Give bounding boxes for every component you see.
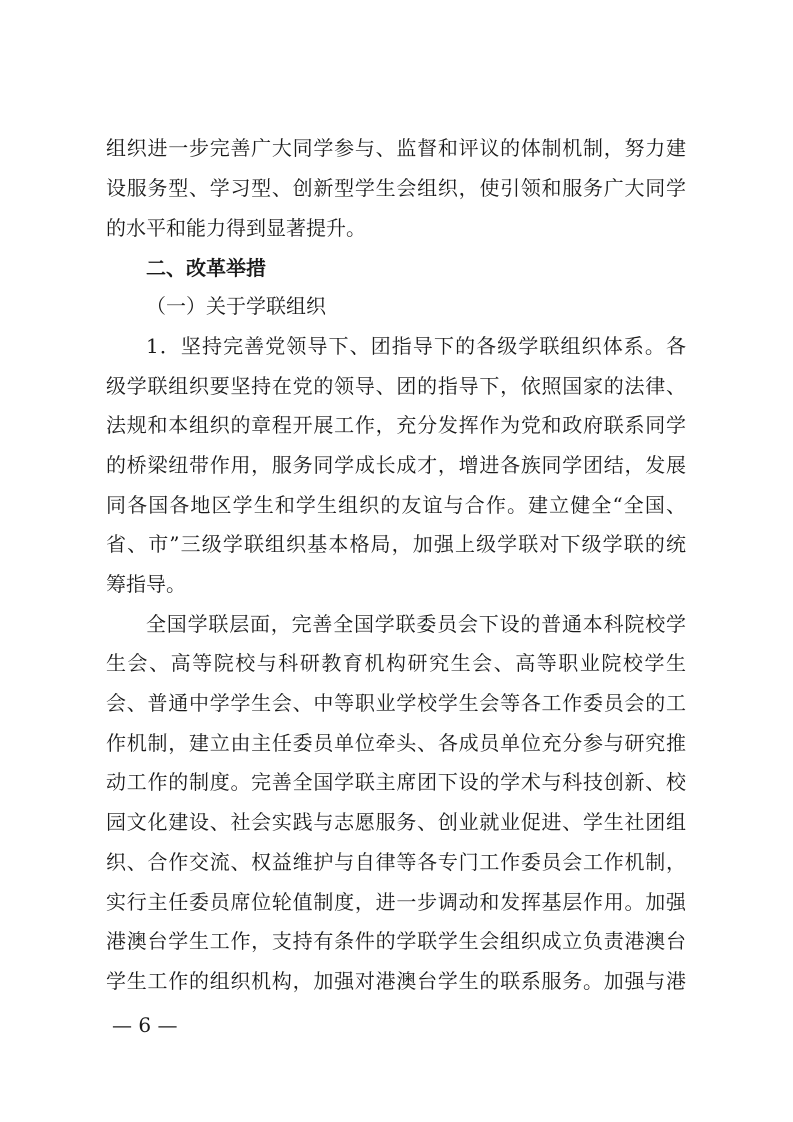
body-text-line: 组织进一步完善广大同学参与、监督和评议的体制机制，努力建	[106, 136, 686, 160]
body-text-line: 作机制，建立由主任委员单位牵头、各成员单位充分参与研究推	[106, 731, 686, 755]
section-heading: 二、改革举措	[146, 256, 266, 280]
body-text-line: 的桥梁纽带作用，服务同学成长成才，增进各族同学团结，发展	[106, 453, 686, 477]
body-text-line: 会、普通中学学生会、中等职业学校学生会等各工作委员会的工	[106, 691, 686, 715]
body-text-line: 生会、高等院校与科研教育机构研究生会、高等职业院校学生	[106, 651, 686, 675]
body-text-line: 级学联组织要坚持在党的领导、团的指导下，依照国家的法律、	[106, 374, 686, 398]
subsection-heading: （一）关于学联组织	[146, 294, 326, 318]
body-text-line: 实行主任委员席位轮值制度，进一步调动和发挥基层作用。加强	[106, 890, 686, 914]
body-text-line: 全国学联层面，完善全国学联委员会下设的普通本科院校学	[146, 612, 686, 636]
body-text-line: 1．坚持完善党领导下、团指导下的各级学联组织体系。各	[146, 334, 686, 358]
body-text-line: 筹指导。	[106, 572, 186, 596]
body-text-line: 同各国各地区学生和学生组织的友谊与合作。建立健全“全国、	[106, 493, 686, 517]
body-text-line: 港澳台学生工作，支持有条件的学联学生会组织成立负责港澳台	[106, 929, 686, 953]
body-text-line: 设服务型、学习型、创新型学生会组织，使引领和服务广大同学	[106, 176, 686, 200]
page-number: — 6 —	[112, 1013, 178, 1037]
body-text-line: 省、市”三级学联组织基本格局，加强上级学联对下级学联的统	[106, 532, 686, 556]
body-text-line: 园文化建设、社会实践与志愿服务、创业就业促进、学生社团组	[106, 810, 686, 834]
body-text-line: 的水平和能力得到显著提升。	[106, 216, 366, 240]
body-text-line: 法规和本组织的章程开展工作，充分发挥作为党和政府联系同学	[106, 413, 686, 437]
body-text-line: 织、合作交流、权益维护与自律等各专门工作委员会工作机制，	[106, 850, 686, 874]
body-text-line: 动工作的制度。完善全国学联主席团下设的学术与科技创新、校	[106, 770, 686, 794]
body-text-line: 学生工作的组织机构，加强对港澳台学生的联系服务。加强与港	[106, 969, 686, 993]
